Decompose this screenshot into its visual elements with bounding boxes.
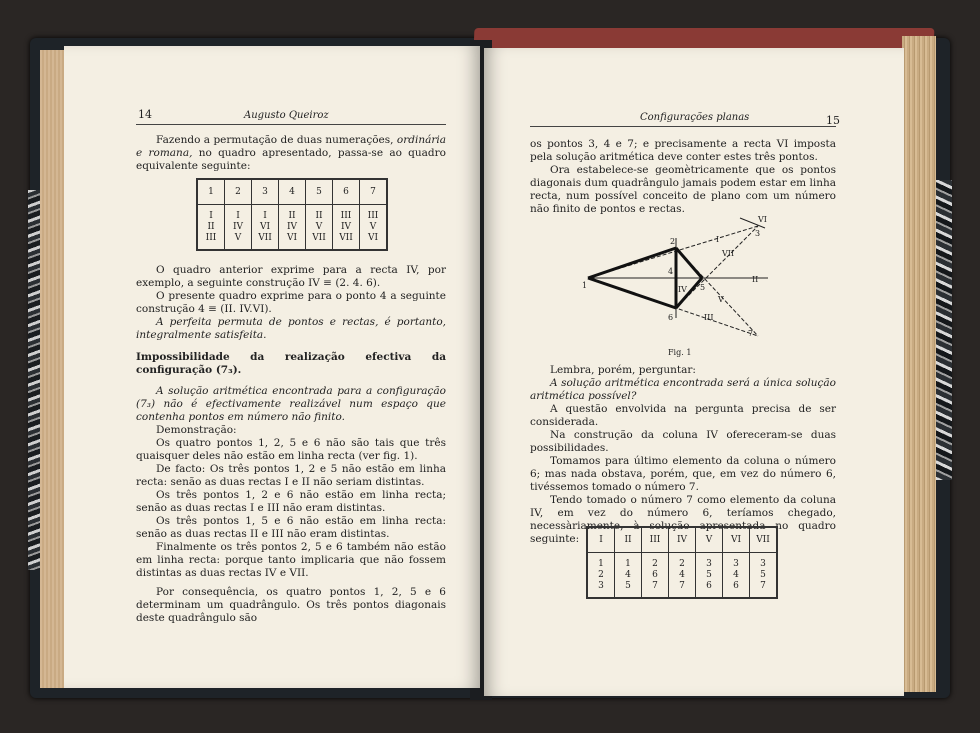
table-cell-value: V [315,221,323,232]
paragraph: Os quatro pontos 1, 2, 5 e 6 não são tais que três quaisquer deles não estão em linha recta (ver fig. 1). [136,437,446,462]
paragraph: A questão envolvida na pergunta precisa de ser considerada. [530,403,836,428]
text-block-2 [136,264,446,625]
label-2: 2 [670,237,676,246]
table-header-cell: V [696,527,723,553]
table-cell-value: 3 [706,558,712,569]
table-cell [252,205,279,251]
page-block-left [40,50,66,688]
table-cell-value: 2 [652,558,658,569]
paragraph: Na construção da coluna IV ofereceram-se duas possibilidades. [530,429,836,454]
marbled-edge-right [936,180,952,480]
paragraph: De facto: Os três pontos 1, 2 e 5 não estão em linha recta: senão as duas rectas I e II não seriam distintas. [136,463,446,488]
paragraph: Fazendo a permutação de duas numerações, ordinária e romana, no quadro apresentado, passa-se ao quadro equivalente seguinte: [136,134,446,172]
table-header-cell: IV [669,527,696,553]
table-cell [696,553,723,599]
table-cell-value: III [367,210,379,221]
table-row [587,553,777,599]
label-V: V [718,295,724,304]
paragraph: O presente quadro exprime para o ponto 4 a seguinte construção 4 ≡ (II. IV.VI). [136,290,446,315]
table-cell [225,205,252,251]
table-cell-value: VII [312,232,326,243]
paragraph: A perfeita permuta de pontos e rectas, é portanto, integralmente satisfeita. [136,316,446,341]
table-cell-value: VII [258,232,272,243]
paragraph: os pontos 3, 4 e 7; e precisamente a recta VI imposta pela solução aritmética deve conter estes três pontos. [530,138,836,163]
table-cell-value: 7 [679,580,685,591]
table-cell-value: 1 [598,558,604,569]
text-block-2 [530,364,836,546]
table-cell-value: 2 [598,569,604,580]
table-cell [333,205,360,251]
label-4: 4 [668,267,674,276]
table-cell-value: VI [259,221,271,232]
table-cell-value: 3 [598,580,604,591]
table-row [197,205,387,251]
paragraph: Os três pontos 1, 2 e 6 não estão em linha recta; senão as duas rectas I e III não eram distintas. [136,489,446,514]
table-cell-value: V [234,232,242,243]
table-cell-value: I [263,210,267,221]
table-cell-value: II [207,221,215,232]
table-header-cell: 6 [333,179,360,205]
label-5: 5 [700,283,706,292]
table-cell-value: 6 [706,580,712,591]
table-cell-value: IV [232,221,244,232]
table-header-cell: 7 [360,179,388,205]
table-cell [750,553,778,599]
figure-1 [580,208,780,338]
table-cell [615,553,642,599]
table-cell-value: 7 [652,580,658,591]
label-VII: VII [722,249,735,258]
running-head: Augusto Queiroz [244,110,329,121]
page-block-right [902,36,936,692]
page-number: 14 [138,108,152,121]
table-cell-value: 5 [706,569,712,580]
head-rule [136,124,446,125]
table-cell-value: 6 [733,580,739,591]
paragraph: Os três pontos 1, 5 e 6 não estão em linha recta: senão as duas rectas II e III não eram distintas. [136,515,446,540]
table-cell-value: 4 [625,569,631,580]
right-page [484,48,904,696]
section-heading: Impossibilidade da realização efectiva da configuração (7₃). [136,351,446,376]
table-header-cell: VI [723,527,750,553]
text-block-1 [136,134,446,173]
table-header-cell: 1 [197,179,225,205]
table-cell-value: VI [367,232,379,243]
table-cell-value: 5 [625,580,631,591]
paragraph: Lembra, porém, perguntar: [550,364,696,376]
paragraph: O quadro anterior exprime para a recta IV, por exemplo, a seguinte construção IV ≡ (2. 4. 6). [136,264,446,289]
table-cell-value: 6 [652,569,658,580]
table-cell-value: I [209,210,213,221]
table-cell [197,205,225,251]
table-header-cell: 5 [306,179,333,205]
left-page [64,46,480,688]
table-cell [279,205,306,251]
label-7: 7 [748,329,754,338]
page-number: 15 [826,114,840,127]
table-cell [642,553,669,599]
label-I: I [716,235,720,244]
table-cell-value: III [340,210,352,221]
table-cell [587,553,615,599]
table-cell [360,205,388,251]
label-3: 3 [755,229,761,238]
table-cell [723,553,750,599]
table-cell-value: II [315,210,323,221]
label-II: II [752,275,759,284]
table-left [196,178,388,251]
label-6: 6 [668,313,674,322]
table-header-cell: 2 [225,179,252,205]
table-cell-value: III [205,232,217,243]
table-cell-value: 3 [733,558,739,569]
figure-caption: Fig. 1 [668,348,692,357]
table-cell-value: 4 [679,569,685,580]
label-1: 1 [582,281,588,290]
table-cell-value: V [369,221,377,232]
table-cell-value: VII [339,232,353,243]
paragraph: A solução aritmética encontrada para a configuração (7₃) não é efectivamente realizável num espaço que contenha pontos em número não finito. [136,385,446,423]
table-cell-value: IV [286,221,298,232]
table-cell [306,205,333,251]
table-right [586,526,778,599]
head-rule [530,126,836,127]
running-head: Configurações planas [640,112,750,123]
text-block-1 [530,138,836,216]
table-cell-value: 4 [733,569,739,580]
edge-1-2 [588,248,676,278]
label-IV: IV [678,285,687,294]
table-header-cell: III [642,527,669,553]
table-header-cell: I [587,527,615,553]
table-cell-value: 1 [625,558,631,569]
table-cell [669,553,696,599]
paragraph: Tendo tomado o número 7 como elemento da coluna IV, em vez do número 6, teríamos chegado, necessàriamente, à solução apresentada no quadro seguinte: [530,494,836,545]
label-VI: VI [758,215,767,224]
table-cell-value: 3 [760,558,766,569]
paragraph: Tomamos para último elemento da coluna o número 6; mas nada obstava, porém, que, em vez do número 6, tivéssemos tomado o número 7. [530,455,836,493]
paragraph: Finalmente os três pontos 2, 5 e 6 também não estão em linha recta: porque tanto implicaria que não fossem distintas as duas rectas IV e VII. [136,541,446,579]
table-header-cell: 4 [279,179,306,205]
edge-1-6 [588,278,676,308]
table-header-cell: VII [750,527,778,553]
table-header-cell: 3 [252,179,279,205]
paragraph: Demonstração: [156,424,237,436]
label-III: III [704,313,714,322]
table-cell-value: VI [286,232,298,243]
table-cell-value: II [288,210,296,221]
table-cell-value: I [236,210,240,221]
paragraph: A solução aritmética encontrada será a única solução aritmética possível? [530,377,836,402]
edge-2-5 [676,248,702,278]
paragraph: Ora estabelece-se geomètricamente que os pontos diagonais dum quadrângulo jamais podem estar em linha recta, num possível conceito de plano com um número não finito de pontos e rectas. [530,164,836,215]
table-cell-value: IV [340,221,352,232]
table-header-cell: II [615,527,642,553]
paragraph: Por consequência, os quatro pontos 1, 2, 5 e 6 determinam um quadrângulo. Os três pontos diagonais deste quadrângulo são [136,586,446,624]
table-cell-value: 2 [679,558,685,569]
table-cell-value: 7 [760,580,766,591]
table-cell-value: 5 [760,569,766,580]
